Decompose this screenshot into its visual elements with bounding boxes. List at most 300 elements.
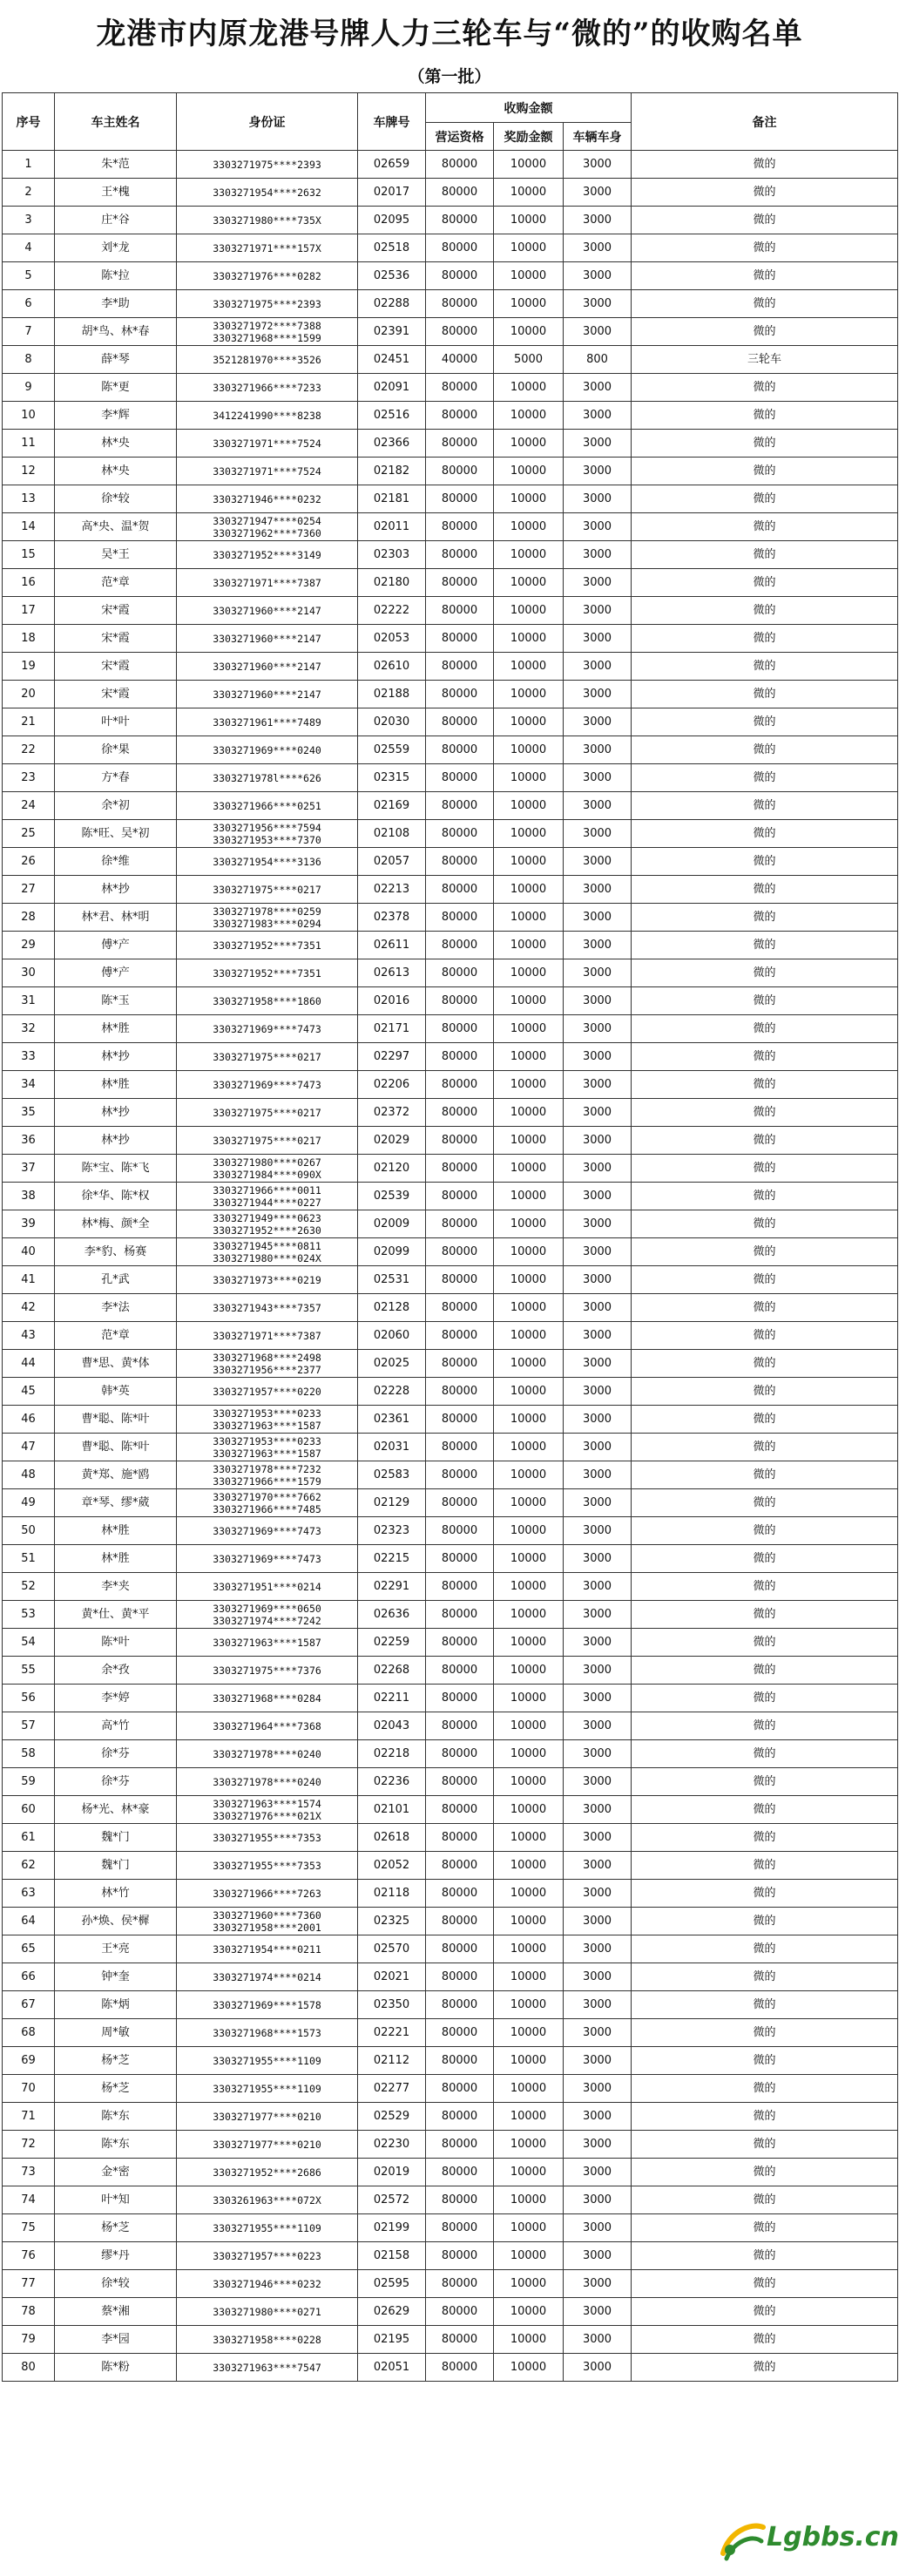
row-owner-name: 傅*产	[55, 959, 177, 987]
row-license-amount: 40000	[426, 346, 494, 374]
row-license-amount: 80000	[426, 541, 494, 569]
row-id-card	[177, 1545, 358, 1573]
row-seq: 72	[3, 2131, 55, 2159]
id-card-line: 3303271975****0217	[213, 1134, 321, 1147]
row-license-amount: 80000	[426, 2103, 494, 2131]
id-card-line: 3303271966****7263	[213, 1887, 321, 1900]
row-seq: 40	[3, 1238, 55, 1266]
row-body-amount: 3000	[564, 179, 632, 207]
row-note: 微的	[632, 2186, 898, 2214]
row-id-card	[177, 792, 358, 820]
id-card-line: 3303271955****7353	[213, 1831, 321, 1844]
pen-swirl-logo-icon	[716, 2515, 768, 2564]
row-license-amount: 80000	[426, 1322, 494, 1350]
row-id-card	[177, 848, 358, 876]
row-plate: 02158	[358, 2242, 426, 2270]
row-body-amount: 3000	[564, 736, 632, 764]
row-note: 微的	[632, 736, 898, 764]
table-row	[3, 430, 898, 458]
table-row	[3, 2270, 898, 2298]
table-row	[3, 1796, 898, 1824]
row-plate: 02315	[358, 764, 426, 792]
id-card-line: 3303271961****7489	[213, 715, 321, 729]
row-owner-name: 孙*焕、侯*樨	[55, 1908, 177, 1935]
row-seq: 50	[3, 1517, 55, 1545]
row-body-amount: 3000	[564, 848, 632, 876]
row-reward-amount: 10000	[494, 541, 564, 569]
header-body: 车辆车身	[564, 123, 632, 151]
row-note: 微的	[632, 1238, 898, 1266]
row-id-card	[177, 1434, 358, 1461]
row-owner-name: 曹*聪、陈*叶	[55, 1406, 177, 1434]
row-owner-name: 宋*霞	[55, 625, 177, 653]
row-id-card	[177, 179, 358, 207]
row-id-card	[177, 1099, 358, 1127]
table-row	[3, 402, 898, 430]
id-card-line: 3303271969****7473	[213, 1524, 321, 1537]
row-reward-amount: 10000	[494, 513, 564, 541]
row-id-card	[177, 1489, 358, 1517]
row-plate: 02570	[358, 1935, 426, 1963]
row-note: 微的	[632, 485, 898, 513]
id-card-line: 3303271953****7370	[213, 833, 321, 846]
table-row	[3, 1991, 898, 2019]
row-body-amount: 3000	[564, 234, 632, 262]
row-plate: 02188	[358, 681, 426, 708]
row-seq: 41	[3, 1266, 55, 1294]
row-license-amount: 80000	[426, 458, 494, 485]
row-plate: 02531	[358, 1266, 426, 1294]
row-license-amount: 80000	[426, 262, 494, 290]
row-body-amount: 3000	[564, 876, 632, 904]
row-license-amount: 80000	[426, 374, 494, 402]
row-license-amount: 80000	[426, 1963, 494, 1991]
header-id-card: 身份证	[177, 93, 358, 151]
row-license-amount: 80000	[426, 1406, 494, 1434]
id-card-line: 3303271974****7242	[213, 1614, 321, 1627]
row-reward-amount: 10000	[494, 1685, 564, 1712]
row-seq: 20	[3, 681, 55, 708]
table-row	[3, 1908, 898, 1935]
row-license-amount: 80000	[426, 1629, 494, 1657]
row-id-card	[177, 1406, 358, 1434]
row-owner-name: 陈*东	[55, 2131, 177, 2159]
row-seq: 6	[3, 290, 55, 318]
row-plate: 02366	[358, 430, 426, 458]
row-note: 微的	[632, 2103, 898, 2131]
row-reward-amount: 10000	[494, 2214, 564, 2242]
row-license-amount: 80000	[426, 1266, 494, 1294]
row-reward-amount: 10000	[494, 1266, 564, 1294]
row-owner-name: 李*婷	[55, 1685, 177, 1712]
row-plate: 02095	[358, 207, 426, 234]
row-license-amount: 80000	[426, 1099, 494, 1127]
row-license-amount: 80000	[426, 318, 494, 346]
row-seq: 64	[3, 1908, 55, 1935]
row-reward-amount: 10000	[494, 848, 564, 876]
row-plate: 02659	[358, 151, 426, 179]
row-seq: 46	[3, 1406, 55, 1434]
row-id-card	[177, 151, 358, 179]
row-seq: 73	[3, 2159, 55, 2186]
id-card-line: 3303271978****7232	[213, 1462, 321, 1475]
row-owner-name: 宋*霞	[55, 681, 177, 708]
row-owner-name: 韩*英	[55, 1378, 177, 1406]
row-reward-amount: 10000	[494, 1796, 564, 1824]
row-plate: 02011	[358, 513, 426, 541]
row-note: 微的	[632, 1629, 898, 1657]
table-row	[3, 1294, 898, 1322]
row-body-amount: 3000	[564, 1183, 632, 1210]
row-body-amount: 3000	[564, 290, 632, 318]
row-owner-name: 陈*叶	[55, 1629, 177, 1657]
row-note: 微的	[632, 1657, 898, 1685]
row-seq: 79	[3, 2326, 55, 2354]
row-owner-name: 范*章	[55, 569, 177, 597]
id-card-line: 3303271969****1578	[213, 1998, 321, 2011]
row-seq: 30	[3, 959, 55, 987]
row-note: 微的	[632, 1517, 898, 1545]
row-id-card	[177, 1768, 358, 1796]
row-body-amount: 3000	[564, 1378, 632, 1406]
id-card-line: 3303271966****0251	[213, 799, 321, 812]
row-body-amount: 800	[564, 346, 632, 374]
row-plate: 02030	[358, 708, 426, 736]
row-reward-amount: 10000	[494, 2354, 564, 2382]
row-body-amount: 3000	[564, 569, 632, 597]
row-reward-amount: 10000	[494, 290, 564, 318]
row-body-amount: 3000	[564, 207, 632, 234]
row-seq: 1	[3, 151, 55, 179]
row-seq: 10	[3, 402, 55, 430]
row-body-amount: 3000	[564, 1350, 632, 1378]
id-card-line: 3303271955****1109	[213, 2054, 321, 2067]
table-row	[3, 569, 898, 597]
row-reward-amount: 10000	[494, 2298, 564, 2326]
id-card-line: 3303271966****7485	[213, 1502, 321, 1515]
row-plate: 02236	[358, 1768, 426, 1796]
row-note: 微的	[632, 1740, 898, 1768]
row-plate: 02171	[358, 1015, 426, 1043]
row-body-amount: 3000	[564, 262, 632, 290]
row-license-amount: 80000	[426, 1155, 494, 1183]
row-license-amount: 80000	[426, 904, 494, 932]
row-license-amount: 80000	[426, 2354, 494, 2382]
row-note: 微的	[632, 1824, 898, 1852]
id-card-line: 3521281970****3526	[213, 353, 321, 366]
row-seq: 27	[3, 876, 55, 904]
row-owner-name: 徐*芬	[55, 1740, 177, 1768]
row-id-card	[177, 1712, 358, 1740]
id-card-line: 3303271943****7357	[213, 1301, 321, 1314]
row-note: 微的	[632, 430, 898, 458]
table-row	[3, 1685, 898, 1712]
row-owner-name: 徐*较	[55, 2270, 177, 2298]
table-row	[3, 1322, 898, 1350]
row-id-card	[177, 1852, 358, 1880]
row-seq: 26	[3, 848, 55, 876]
row-reward-amount: 10000	[494, 1963, 564, 1991]
row-note: 微的	[632, 1378, 898, 1406]
row-plate: 02611	[358, 932, 426, 959]
row-reward-amount: 10000	[494, 2131, 564, 2159]
row-seq: 8	[3, 346, 55, 374]
row-id-card	[177, 1378, 358, 1406]
row-body-amount: 3000	[564, 1434, 632, 1461]
id-card-line: 3303271952****7351	[213, 939, 321, 952]
row-note: 微的	[632, 1434, 898, 1461]
row-owner-name: 徐*维	[55, 848, 177, 876]
row-license-amount: 80000	[426, 1127, 494, 1155]
row-note: 微的	[632, 151, 898, 179]
id-card-line: 3303271944****0227	[213, 1196, 321, 1209]
row-license-amount: 80000	[426, 2131, 494, 2159]
table-row	[3, 1127, 898, 1155]
id-card-line: 3303271952****2630	[213, 1224, 321, 1237]
row-license-amount: 80000	[426, 1685, 494, 1712]
row-seq: 19	[3, 653, 55, 681]
row-note: 微的	[632, 2214, 898, 2242]
batch-subtitle: （第一批）	[408, 67, 491, 86]
row-owner-name: 徐*华、陈*权	[55, 1183, 177, 1210]
row-seq: 52	[3, 1573, 55, 1601]
id-card-line: 3303271978l****626	[213, 771, 321, 784]
row-plate: 02016	[358, 987, 426, 1015]
row-seq: 74	[3, 2186, 55, 2214]
table-row	[3, 318, 898, 346]
table-row	[3, 1852, 898, 1880]
id-card-line: 3303271971****7524	[213, 437, 321, 450]
row-owner-name: 黄*郑、施*鸥	[55, 1461, 177, 1489]
row-body-amount: 3000	[564, 1657, 632, 1685]
row-license-amount: 80000	[426, 932, 494, 959]
row-reward-amount: 10000	[494, 1573, 564, 1601]
row-id-card	[177, 2242, 358, 2270]
table-row	[3, 485, 898, 513]
row-plate: 02361	[358, 1406, 426, 1434]
row-id-card	[177, 1573, 358, 1601]
table-row	[3, 2047, 898, 2075]
table-row	[3, 932, 898, 959]
id-card-line: 3303271971****157X	[213, 241, 321, 254]
row-license-amount: 80000	[426, 1461, 494, 1489]
row-owner-name: 方*春	[55, 764, 177, 792]
id-card-line: 3303271963****1587	[213, 1447, 321, 1460]
header-amount-group: 收购金额	[426, 93, 632, 123]
row-seq: 3	[3, 207, 55, 234]
row-plate: 02221	[358, 2019, 426, 2047]
row-reward-amount: 10000	[494, 792, 564, 820]
table-row	[3, 625, 898, 653]
row-reward-amount: 10000	[494, 1712, 564, 1740]
row-body-amount: 3000	[564, 402, 632, 430]
row-owner-name: 杨*芝	[55, 2214, 177, 2242]
row-license-amount: 80000	[426, 1071, 494, 1099]
table-row	[3, 1489, 898, 1517]
id-card-line: 3303271984****090X	[213, 1168, 321, 1181]
row-id-card	[177, 1294, 358, 1322]
row-reward-amount: 10000	[494, 458, 564, 485]
row-body-amount: 3000	[564, 1824, 632, 1852]
table-body	[3, 151, 898, 2382]
id-card-line: 3303271955****7353	[213, 1859, 321, 1872]
id-card-line: 3303271975****0217	[213, 1106, 321, 1119]
row-seq: 31	[3, 987, 55, 1015]
row-body-amount: 3000	[564, 2019, 632, 2047]
row-plate: 02017	[358, 179, 426, 207]
row-license-amount: 80000	[426, 485, 494, 513]
header-license: 营运资格	[426, 123, 494, 151]
row-license-amount: 80000	[426, 1712, 494, 1740]
table-row	[3, 1880, 898, 1908]
id-card-line: 3303271952****3149	[213, 548, 321, 561]
row-note: 微的	[632, 234, 898, 262]
row-reward-amount: 10000	[494, 374, 564, 402]
id-card-line: 3303271977****0210	[213, 2138, 321, 2151]
table-row	[3, 1740, 898, 1768]
row-body-amount: 3000	[564, 2298, 632, 2326]
row-owner-name: 魏*门	[55, 1852, 177, 1880]
id-card-line: 3303271978****0240	[213, 1747, 321, 1760]
table-row	[3, 1099, 898, 1127]
row-id-card	[177, 681, 358, 708]
row-owner-name: 李*豹、杨赛	[55, 1238, 177, 1266]
table-row	[3, 904, 898, 932]
table-row	[3, 1015, 898, 1043]
row-license-amount: 80000	[426, 820, 494, 848]
row-body-amount: 3000	[564, 2186, 632, 2214]
row-seq: 65	[3, 1935, 55, 1963]
row-id-card	[177, 959, 358, 987]
id-card-line: 3303271954****0211	[213, 1942, 321, 1956]
row-license-amount: 80000	[426, 1210, 494, 1238]
row-reward-amount: 10000	[494, 179, 564, 207]
row-plate: 02268	[358, 1657, 426, 1685]
table-row	[3, 1434, 898, 1461]
id-card-line: 3303271955****1109	[213, 2221, 321, 2234]
row-reward-amount: 10000	[494, 1294, 564, 1322]
acquisition-table	[2, 92, 898, 2382]
row-note: 微的	[632, 708, 898, 736]
row-owner-name: 林*胜	[55, 1015, 177, 1043]
row-id-card	[177, 2326, 358, 2354]
table-row	[3, 2326, 898, 2354]
row-body-amount: 3000	[564, 1266, 632, 1294]
row-reward-amount: 10000	[494, 1350, 564, 1378]
row-body-amount: 3000	[564, 374, 632, 402]
row-reward-amount: 10000	[494, 1043, 564, 1071]
row-owner-name: 杨*芝	[55, 2075, 177, 2103]
row-plate: 02043	[358, 1712, 426, 1740]
row-note: 微的	[632, 1963, 898, 1991]
row-seq: 4	[3, 234, 55, 262]
row-plate: 02180	[358, 569, 426, 597]
row-license-amount: 80000	[426, 1573, 494, 1601]
row-note: 微的	[632, 569, 898, 597]
row-plate: 02128	[358, 1294, 426, 1322]
row-note: 微的	[632, 1322, 898, 1350]
row-reward-amount: 10000	[494, 1378, 564, 1406]
row-id-card	[177, 1963, 358, 1991]
row-body-amount: 3000	[564, 1740, 632, 1768]
row-plate: 02372	[358, 1099, 426, 1127]
row-seq: 12	[3, 458, 55, 485]
row-reward-amount: 10000	[494, 1657, 564, 1685]
row-reward-amount: 10000	[494, 318, 564, 346]
row-note: 微的	[632, 792, 898, 820]
row-reward-amount: 10000	[494, 1127, 564, 1155]
row-body-amount: 3000	[564, 513, 632, 541]
id-card-line: 3303271970****7662	[213, 1490, 321, 1503]
row-license-amount: 80000	[426, 1740, 494, 1768]
row-body-amount: 3000	[564, 792, 632, 820]
row-owner-name: 曹*聪、陈*叶	[55, 1434, 177, 1461]
row-note: 微的	[632, 653, 898, 681]
row-plate: 02169	[358, 792, 426, 820]
row-body-amount: 3000	[564, 1935, 632, 1963]
row-body-amount: 3000	[564, 1963, 632, 1991]
id-card-line: 3303271976****021X	[213, 1809, 321, 1822]
row-seq: 78	[3, 2298, 55, 2326]
row-seq: 22	[3, 736, 55, 764]
row-plate: 02595	[358, 2270, 426, 2298]
row-reward-amount: 10000	[494, 1601, 564, 1629]
table-row	[3, 1155, 898, 1183]
row-license-amount: 80000	[426, 2047, 494, 2075]
id-card-line: 3303271960****7360	[213, 1908, 321, 1922]
row-license-amount: 80000	[426, 1350, 494, 1378]
row-owner-name: 黄*仕、黄*平	[55, 1601, 177, 1629]
row-owner-name: 孔*武	[55, 1266, 177, 1294]
row-seq: 37	[3, 1155, 55, 1183]
row-seq: 2	[3, 179, 55, 207]
row-body-amount: 3000	[564, 904, 632, 932]
table-row	[3, 513, 898, 541]
row-seq: 44	[3, 1350, 55, 1378]
row-id-card	[177, 1322, 358, 1350]
row-body-amount: 3000	[564, 1852, 632, 1880]
row-plate: 02025	[358, 1350, 426, 1378]
row-reward-amount: 10000	[494, 1406, 564, 1434]
row-id-card	[177, 1155, 358, 1183]
row-plate: 02350	[358, 1991, 426, 2019]
row-owner-name: 李*园	[55, 2326, 177, 2354]
table-row	[3, 2214, 898, 2242]
row-reward-amount: 10000	[494, 2159, 564, 2186]
row-owner-name: 余*孜	[55, 1657, 177, 1685]
row-reward-amount: 10000	[494, 1852, 564, 1880]
row-owner-name: 林*抄	[55, 1043, 177, 1071]
row-reward-amount: 10000	[494, 708, 564, 736]
row-seq: 57	[3, 1712, 55, 1740]
table-row	[3, 1378, 898, 1406]
row-note: 微的	[632, 2047, 898, 2075]
row-body-amount: 3000	[564, 1629, 632, 1657]
row-plate: 02529	[358, 2103, 426, 2131]
row-reward-amount: 10000	[494, 1071, 564, 1099]
row-id-card	[177, 1935, 358, 1963]
row-note: 微的	[632, 2159, 898, 2186]
id-card-line: 3303271958****2001	[213, 1921, 321, 1934]
row-owner-name: 林*君、林*明	[55, 904, 177, 932]
row-note: 微的	[632, 2298, 898, 2326]
row-plate: 02199	[358, 2214, 426, 2242]
row-reward-amount: 10000	[494, 932, 564, 959]
row-seq: 21	[3, 708, 55, 736]
row-license-amount: 80000	[426, 402, 494, 430]
row-license-amount: 80000	[426, 2298, 494, 2326]
row-seq: 13	[3, 485, 55, 513]
